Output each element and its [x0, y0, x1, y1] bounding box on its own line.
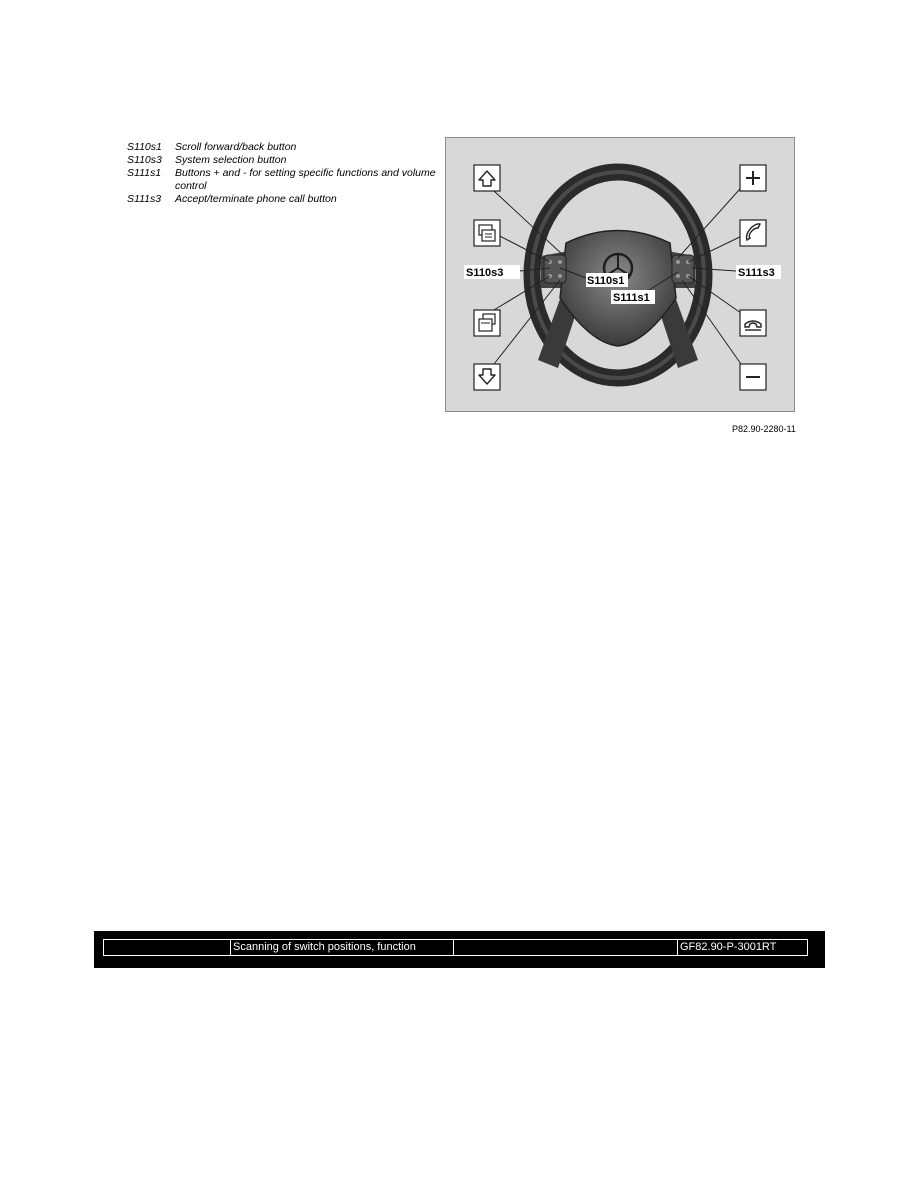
legend-code: S110s3 [127, 154, 162, 166]
callout-s111s1-text: S111s1 [613, 292, 650, 304]
screen-select-back-icon [474, 310, 500, 336]
legend-item [127, 193, 445, 206]
footer-cell-title: Scanning of switch positions, function [231, 940, 454, 955]
legend-item [127, 167, 445, 193]
minus-icon [740, 364, 766, 390]
phone-end-icon [740, 310, 766, 336]
footer-table [103, 939, 808, 956]
footer-cell-3 [454, 940, 678, 955]
callout-s110s1 [586, 273, 628, 287]
callout-s111s1 [611, 290, 655, 304]
figure-reference: P82.90-2280-11 [732, 424, 796, 434]
legend-code: S111s3 [127, 193, 162, 205]
legend-code: S110s1 [127, 141, 162, 153]
legend-item [127, 154, 445, 167]
steering-wheel-illustration [446, 138, 794, 411]
plus-icon [740, 165, 766, 191]
footer-cell-document-code: GF82.90-P-3001RT [680, 941, 777, 953]
callout-s110s3-text: S110s3 [466, 267, 504, 279]
legend-description: Accept/terminate phone call button [175, 193, 337, 205]
legend-code: S111s1 [127, 167, 162, 179]
legend-item [127, 141, 445, 154]
screen-select-icon [474, 220, 500, 246]
legend-description: Scroll forward/back button [175, 141, 297, 153]
arrow-up-icon [474, 165, 500, 191]
legend-description: Buttons + and - for setting specific functions and volume control [175, 167, 436, 192]
arrow-down-icon [474, 364, 500, 390]
steering-wheel-figure [445, 137, 795, 412]
phone-accept-icon [740, 220, 766, 246]
legend-description: System selection button [175, 154, 287, 166]
callout-s111s3 [736, 265, 781, 279]
footer-cell-1 [104, 940, 231, 955]
callout-s110s3 [464, 265, 520, 279]
footer-bar [94, 931, 825, 968]
callout-s110s1-text: S110s1 [587, 275, 625, 287]
legend-list [127, 141, 445, 206]
callout-s111s3-text: S111s3 [738, 267, 775, 279]
